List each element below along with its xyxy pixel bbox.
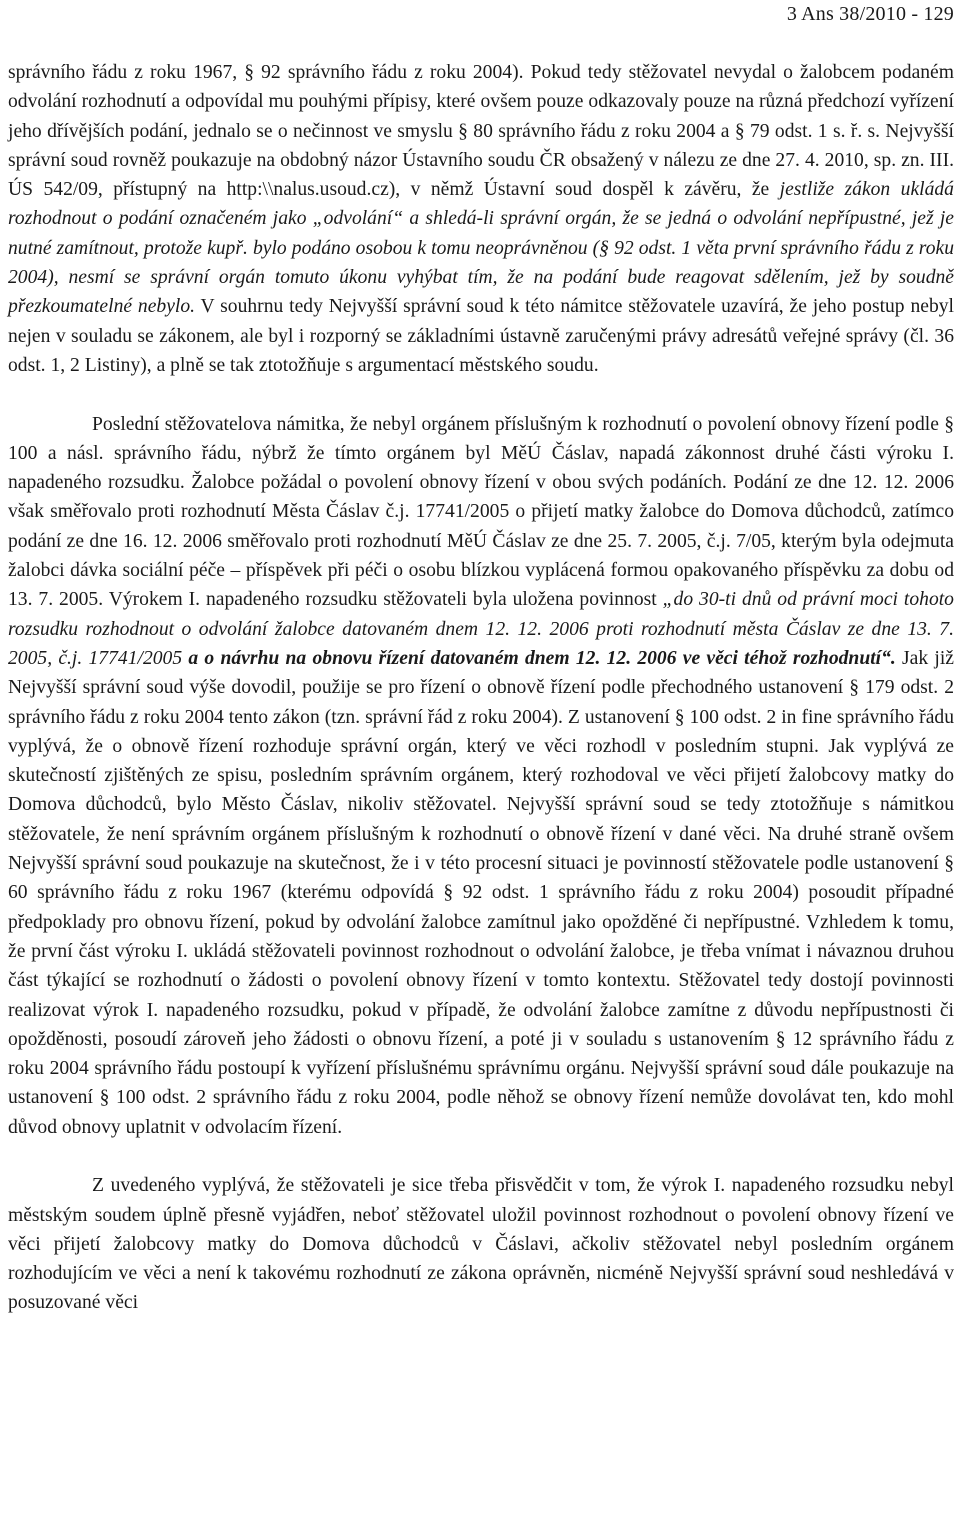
paragraph-3-text: Z uvedeného vyplývá, že stěžovateli je sice třeba přisvědčit v tom, že výrok I. napadeného rozsudku nebyl městským soudem úplně přesně vyjádřen, neboť stěžovatel uložil povinnost rozhodnout o povolení obnovy řízení ve věci přijetí žalobcovy matky do Domova důchodců v Čáslavi, ačkoliv stěžovatel nebyl posledním orgánem rozhodujícím ve věci a není k takovému rozhodnutí ze zákona oprávněn, nicméně Nejvyšší správní soud neshledává v posuzované věci [8,1175,954,1314]
paragraph-1-text-a: správního řádu z roku 1967, § 92 správního řádu z roku 2004). Pokud tedy stěžovatel nevydal o žalobcem podaném odvolání rozhodnutí a odpovídal mu pouhými přípisy, které ovšem pouze odkazovaly pouze na různá předchozí vyřízení jeho dřívějších podání, jednalo se o nečinnost ve smyslu § 80 správního řádu z roku 2004 a § 79 odst. 1 s. ř. s. Nejvyšší správní soud rovněž poukazuje na obdobný názor Ústavního soudu ČR obsažený v nálezu ze dne 27. 4. 2010, sp. zn. III. ÚS 542/09, přístupný na http:\\nalus.usoud.cz), v němž Ústavní soud dospěl k závěru, že [8,62,954,201]
paragraph-2-text-b: Jak již Nejvyšší správní soud výše dovodil, použije se pro řízení o obnově řízení podle přechodného ustanovení § 179 odst. 2 správního řádu z roku 2004 tento zákon (tzn. správní řád z roku 2004). Z ustanovení § 100 odst. 2 in fine správního řádu vyplývá, že o obnově řízení rozhoduje správní orgán, který ve věci rozhodl v posledním stupni. Jak vyplývá ze skutečností zjištěných ze spisu, posledním správním orgánem, který rozhodoval ve věci přijetí žalobcovy matky do Domova důchodců, bylo Město Čáslav, nikoliv stěžovatel. Nejvyšší správní soud se tedy ztotožňuje s námitkou stěžovatele, že není správním orgánem příslušným k rozhodnutí o obnově řízení v dané věci. Na druhé straně ovšem Nejvyšší správní soud poukazuje na skutečnost, že i v této procesní situaci je povinností stěžovatele podle ustanovení § 60 správního řádu z roku 1967 (kterému odpovídá § 92 odst. 1 správního řádu z roku 2004) posoudit případné předpoklady pro obnovu řízení, pokud by odvolání žalobce zamítnul jako opožděné či nepřípustné. Vzhledem k tomu, že první část výroku I. ukládá stěžovateli povinnost rozhodnout o odvolání žalobce, je třeba vnímat i návaznou druhou část týkající se rozhodnutí o žádosti o povolení obnovy řízení v tomto kontextu. Stěžovatel tedy dostojí povinnosti realizovat výrok I. napadeného rozsudku, pokud v případě, že odvolání žalobce zamítne z důvodu nepřípustnosti či opožděnosti, posoudí zároveň jeho žádosti o obnovu řízení, a poté ji v souladu s ustanovením § 12 správního řádu z roku 2004 správního řádu postoupí k vyřízení příslušnému správnímu orgánu. Nejvyšší správní soud dále poukazuje na ustanovení § 100 odst. 2 správního řádu z roku 2004, podle něhož se obnovy řízení nemůže dovolávat ten, kdo mohl důvod obnovy uplatnit v odvolacím řízení. [8,647,955,1138]
document-body [8,58,954,1318]
paragraph-3 [8,1171,954,1317]
page-header: 3 Ans 38/2010 - 129 [786,3,954,25]
paragraph-2 [8,410,954,1142]
paragraph-1-text-b: V souhrnu tedy Nejvyšší správní soud k této námitce stěžovatele uzavírá, že jeho postup nebyl nejen v souladu se zákonem, ale byl i rozporný se základními ústavně zaručenými právy adresátů veřejné správy (čl. 36 odst. 1, 2 Listiny), a plně se tak ztotožňuje s argumentací městského soudu. [8,296,954,376]
paragraph-2-emphasis: a o návrhu na obnovu řízení datovaném dnem 12. 12. 2006 ve věci téhož rozhodnutí“. [188,647,896,669]
paragraph-2-text-a: Poslední stěžovatelova námitka, že nebyl orgánem příslušným k rozhodnutí o povolení obnovy řízení podle § 100 a násl. správního řádu, nýbrž že tímto orgánem byl MěÚ Čáslav, napadá zákonnost druhé části výroku I. napadeného rozsudku. Žalobce požádal o povolení obnovy řízení v obou svých podáních. Podání ze dne 12. 12. 2006 však směřovalo proti rozhodnutí Města Čáslav č.j. 17741/2005 o přijetí matky žalobce do Domova důchodců, zatímco podání ze dne 16. 12. 2006 směřovalo proti rozhodnutí MěÚ Čáslav ze dne 25. 7. 2005, č.j. 7/05, kterým byla odejmuta žalobci dávka sociální péče – příspěvek při péči o osobu blízkou vyplácená formou opakovaného příspěvku za dobu od 13. 7. 2005. Výrokem I. napadeného rozsudku stěžovateli byla uložena povinnost [8,413,954,611]
paragraph-1 [8,58,954,380]
paragraph-2-quote: „do 30-ti dnů od právní moci tohoto rozsudku rozhodnout o odvolání žalobce datovaném dnem 12. 12. 2006 proti rozhodnutí města Čáslav ze dne 13. 7. 2005, č.j. 17741/2005 [8,589,954,669]
paragraph-1-quote: jestliže zákon ukládá rozhodnout o podání označeném jako „odvolání“ a shledá-li správní orgán, že se jedná o odvolání nepřípustné, jež je nutné zamítnout, protože kupř. bylo podáno osobou k tomu neoprávněnou (§ 92 odst. 1 věta první správního řádu z roku 2004), nesmí se správní orgán tomuto úkonu vyhýbat tím, že na podání bude reagovat sdělením, jež by soudně přezkoumatelné nebylo. [8,179,954,318]
